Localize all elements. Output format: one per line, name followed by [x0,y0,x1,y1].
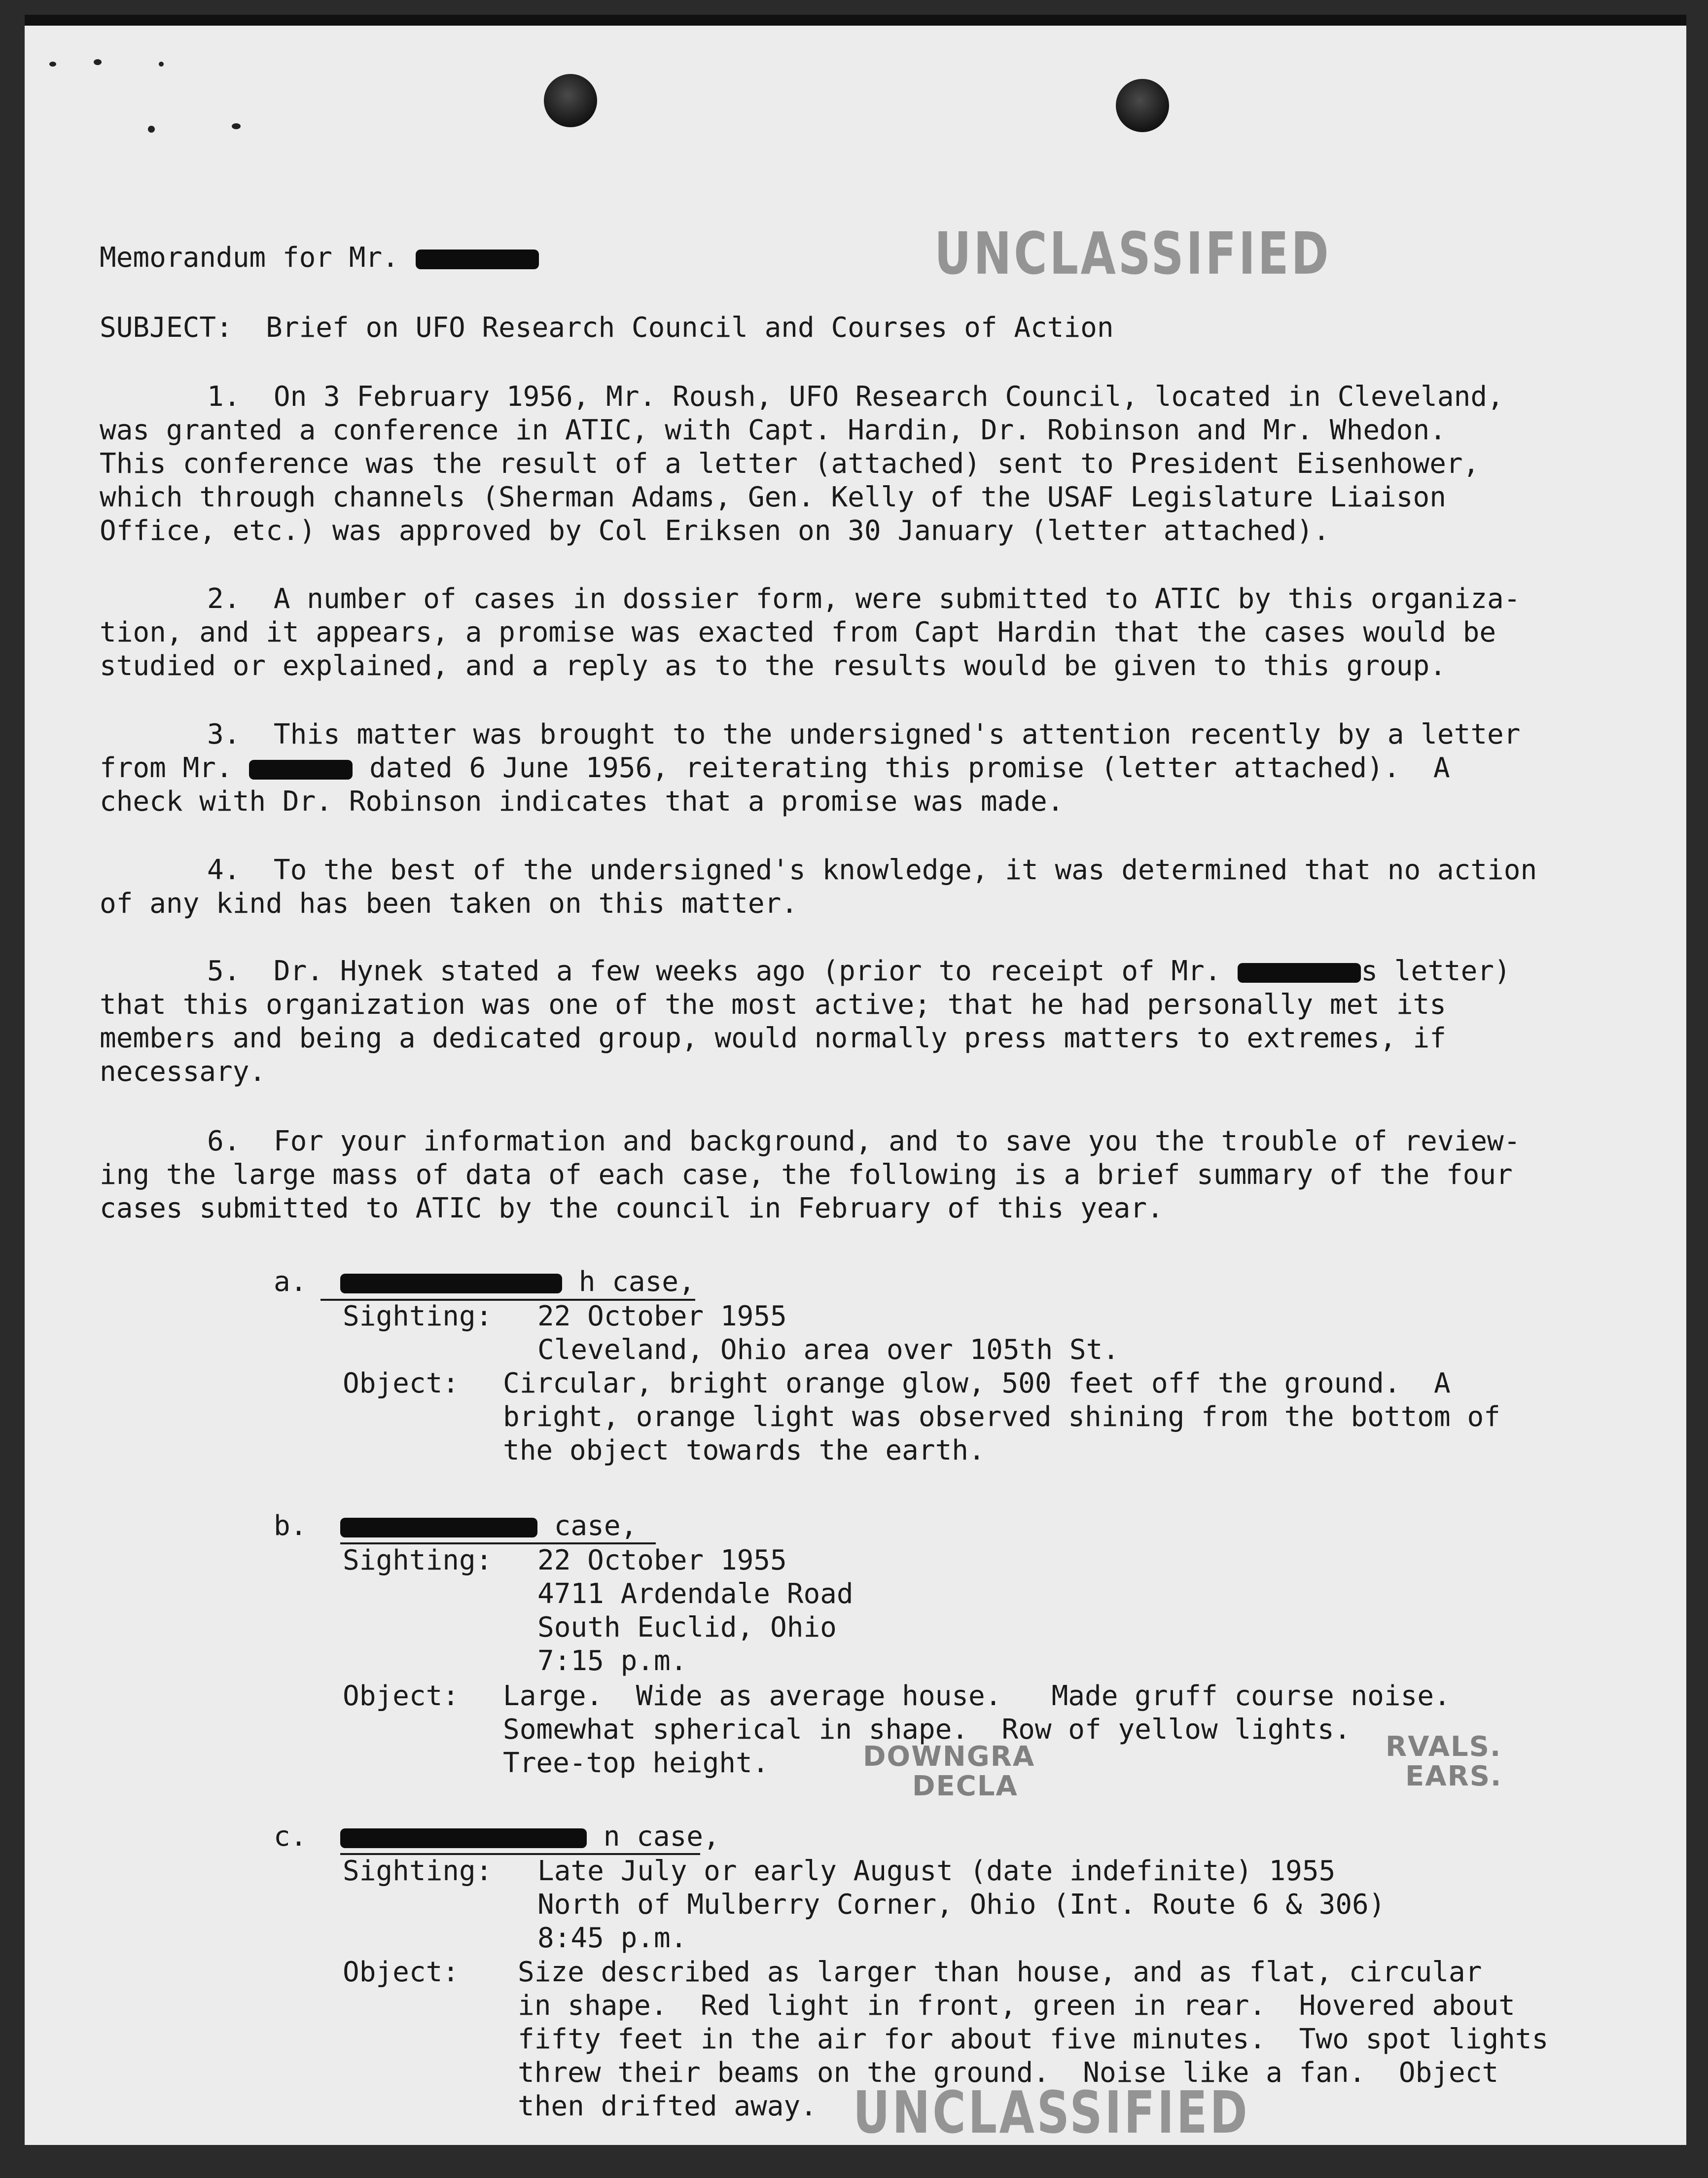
case-a-object-line: Circular, bright orange glow, 500 feet off the ground. A [503,1367,1451,1399]
memo-page [25,15,1686,2145]
case-a-title [340,1265,695,1299]
case-a-object-line: bright, orange light was observed shining from the bottom of [503,1401,1500,1433]
unclassified-stamp-top: UNCLASSIFIED [934,219,1331,287]
paragraph-4-line: 4. To the best of the undersigned's knowledge, it was determined that no action [207,854,1537,886]
case-c-object-line: Size described as larger than house, and as flat, circular [518,1956,1482,1988]
case-c-letter: c. [274,1821,307,1853]
redaction-bar [249,760,353,780]
redaction-bar [340,1518,537,1537]
case-b-sighting-line: South Euclid, Ohio [537,1611,837,1643]
case-c-object-line: threw their beams on the ground. Noise like a fan. Object [518,2057,1499,2089]
paragraph-6-line: ing the large mass of data of each case, the following is a brief summary of the four [100,1159,1513,1191]
paragraph-2-line: 2. A number of cases in dossier form, were submitted to ATIC by this organiza- [207,583,1521,615]
speck [49,62,56,67]
memo-subject: SUBJECT: Brief on UFO Research Council and Courses of Action [100,312,1114,344]
paragraph-1-line: This conference was the result of a letter (attached) sent to President Eisenhower, [100,448,1480,480]
case-a-sighting-line: Cleveland, Ohio area over 105th St. [537,1334,1120,1366]
case-b-object-line: Somewhat spherical in shape. Row of yellow lights. [503,1714,1351,1746]
paragraph-5-text: 5. Dr. Hynek stated a few weeks ago (prior to receipt of Mr. [207,955,1221,987]
interval-stamp-faded: RVALS. [1386,1731,1502,1763]
case-a-sighting-line: 22 October 1955 [537,1300,787,1332]
paragraph-2-line: tion, and it appears, a promise was exacted from Capt Hardin that the cases would be [100,616,1496,648]
declassified-stamp-faded: DECLA [912,1770,1018,1802]
case-a-object-label: Object: [343,1367,460,1399]
paragraph-1-line: which through channels (Sherman Adams, Gen. Kelly of the USAF Legislature Liaison [100,481,1446,513]
paragraph-5-line: necessary. [100,1056,266,1088]
case-b-sighting-line: 22 October 1955 [537,1544,787,1576]
case-b-sighting-line: 4711 Ardendale Road [537,1578,854,1610]
case-c-object-line: in shape. Red light in front, green in rear. Hovered about [518,1990,1515,2022]
case-c-sighting-line: North of Mulberry Corner, Ohio (Int. Route 6 & 306) [537,1889,1386,1921]
case-b-object-label: Object: [343,1680,460,1712]
speck [148,126,155,133]
case-c-sighting-line: Late July or early August (date indefinite) 1955 [537,1855,1336,1887]
case-b-object-line: Large. Wide as average house. Made gruff course noise. [503,1680,1451,1712]
punch-hole-left [544,74,597,127]
redaction-bar [340,1828,587,1848]
memo-heading-text: Memorandum for Mr. [100,242,399,274]
paragraph-6-line: cases submitted to ATIC by the council in February of this year. [100,1192,1164,1224]
redaction-bar [340,1274,562,1293]
case-a-sighting-label: Sighting: [343,1300,493,1332]
case-c-sighting-label: Sighting: [343,1855,493,1887]
case-b-title [340,1509,637,1543]
memo-heading [100,241,539,275]
case-c-title [340,1820,720,1854]
case-a-object-line: the object towards the earth. [503,1434,985,1466]
case-b-letter: b. [274,1510,307,1542]
scan-edge [25,15,1686,26]
paragraph-3-text: dated 6 June 1956, reiterating this promise (letter attached). A [369,752,1450,784]
paragraph-1-line: Office, etc.) was approved by Col Eriksen on 30 January (letter attached). [100,515,1330,547]
years-stamp-faded: EARS. [1405,1760,1502,1792]
paragraph-1-line: was granted a conference in ATIC, with Capt. Hardin, Dr. Robinson and Mr. Whedon. [100,414,1446,446]
paragraph-3-text: from Mr. [100,752,233,784]
paragraph-5-line: members and being a dedicated group, would normally press matters to extremes, if [100,1022,1446,1054]
speck [159,62,164,67]
paragraph-2-line: studied or explained, and a reply as to the results would be given to this group. [100,650,1446,682]
punch-hole-right [1116,79,1169,132]
redaction-bar [416,250,539,269]
paragraph-4-line: of any kind has been taken on this matter. [100,888,798,920]
paragraph-3-line: 3. This matter was brought to the undersigned's attention recently by a letter [207,718,1521,750]
paragraph-3-line: check with Dr. Robinson indicates that a promise was made. [100,786,1064,818]
case-b-object-line: Tree-top height. [503,1747,769,1779]
paragraph-6-line: 6. For your information and background, and to save you the trouble of review- [207,1125,1521,1157]
paragraph-5-line [207,954,1511,989]
paragraph-1-line: 1. On 3 February 1956, Mr. Roush, UFO Research Council, located in Cleveland, [207,381,1504,413]
downgrade-stamp-faded: DOWNGRA [863,1741,1035,1773]
case-c-object-label: Object: [343,1956,460,1988]
case-b-sighting-line: 7:15 p.m. [537,1645,687,1677]
case-b-title-text: case, [554,1510,638,1542]
speck [94,59,102,65]
paragraph-5-text: s letter) [1361,955,1511,987]
case-c-object-line: fifty feet in the air for about five minutes. Two spot lights [518,2023,1549,2055]
paragraph-3-line [100,751,1450,786]
case-c-title-text: n case, [603,1821,720,1853]
speck [232,123,241,129]
case-c-object-line: then drifted away. [518,2090,817,2122]
case-a-title-text: h case, [578,1266,695,1298]
case-a-letter: a. [274,1266,307,1298]
redaction-bar [1238,963,1361,983]
case-c-sighting-line: 8:45 p.m. [537,1922,687,1954]
unclassified-stamp-bottom: UNCLASSIFIED [853,2078,1250,2145]
case-b-sighting-label: Sighting: [343,1544,493,1576]
paragraph-5-line: that this organization was one of the most active; that he had personally met its [100,989,1446,1021]
